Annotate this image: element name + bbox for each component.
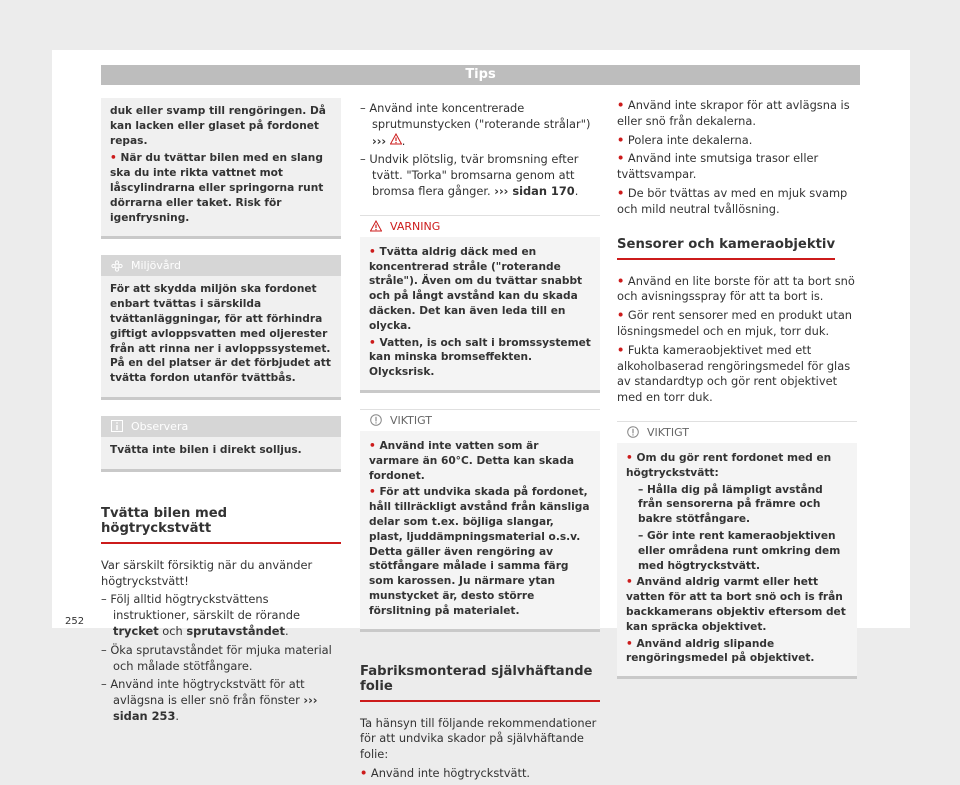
list-item: – Undvik plötslig, tvär bromsning efter tvätt. "Torka" bromsarna genom att bromsa flera gånger. ››› sidan 170. <box>360 152 579 198</box>
column-3 <box>617 98 857 695</box>
important-subitem: – Gör inte rent kameraobjektiven eller områdena runt omkring dem med högtryckstvätt. <box>638 529 841 572</box>
list-item: • Använd inte skrapor för att avlägsna is eller snö från dekalerna. <box>617 98 850 128</box>
warning-label: VARNING <box>390 219 441 233</box>
important-item: • Använd inte vatten som är varmare än 60°C. Detta kan skada fordonet. <box>369 439 575 482</box>
important-label: VIKTIGT <box>647 425 689 439</box>
list-item: – Använd inte högtryckstvätt för att avlägsna is eller snö från fönster ››› sidan 253. <box>101 677 318 723</box>
environment-box <box>101 255 341 400</box>
list-item: • Fukta kameraobjektivet med ett alkoholbaserad rengöringsmedel för glas av standardtyp och gör rent objektivet med en torr duk. <box>617 342 851 405</box>
box-line: • När du tvättar bilen med en slang ska du inte rikta vattnet mot låscylindrarna eller springorna runt dörrarna eller taket. Risk för igenfrysning. <box>110 152 324 224</box>
list-item: • De bör tvättas av med en mjuk svamp och mild neutral tvållösning. <box>617 185 848 216</box>
list-item: • Gör rent sensorer med en produkt utan lösningsmedel och en mjuk, torr duk. <box>617 308 853 338</box>
section-heading: Fabriksmonterad självhäftande folie <box>360 664 600 702</box>
exclamation-circle-icon <box>370 414 382 426</box>
info-icon <box>111 420 123 432</box>
warning-triangle-icon <box>390 133 402 145</box>
list-item: – Följ alltid högtryckstvättens instruktioner, särskilt de rörande trycket och sprutavståndet. <box>101 592 300 638</box>
important-item: • Om du gör rent fordonet med en högtryckstvätt: <box>626 451 832 479</box>
list-item: • Använd inte smutsiga trasor eller tvättsvampar. <box>617 151 819 182</box>
section-heading: Tvätta bilen med högtryckstvätt <box>101 506 341 544</box>
reference-link[interactable]: ››› <box>372 133 387 148</box>
page-header: Tips <box>101 65 860 85</box>
note-box <box>101 416 341 472</box>
flower-icon <box>111 260 123 272</box>
continued-note-box <box>101 98 341 239</box>
page-number: 252 <box>65 616 85 627</box>
list-item: – Öka sprutavståndet för mjuka material och målade stötfångare. <box>101 642 332 673</box>
important-box <box>360 409 600 632</box>
intro-text: Var särskilt försiktig när du använder högtryckstvätt! <box>101 557 313 588</box>
page-reference-link[interactable]: ››› sidan 253 <box>113 693 318 723</box>
bullet-icon: • <box>110 152 117 165</box>
box-line: duk eller svamp till rengöringen. Då kan lacken eller glaset på fordonet repas. <box>110 105 326 147</box>
exclamation-circle-icon <box>627 426 639 438</box>
warning-item: • Vatten, is och salt i bromssystemet kan minska bromseffekten. Olycksrisk. <box>369 336 591 379</box>
warning-item: • Tvätta aldrig däck med en koncentrerad stråle ("roterande stråle"). Även om du tvättar snabbt och på långt avstånd kan du skada däcken. Det kan även leda till en olycka. <box>369 245 583 332</box>
warning-triangle-icon <box>370 220 382 232</box>
intro-text: Ta hänsyn till följande rekommendationer för att undvika skador på självhäftande folie: <box>360 715 597 762</box>
list-item: • Använd en lite borste för att ta bort snö och avisningsspray för att ta bort is. <box>617 273 855 304</box>
important-box <box>617 421 857 679</box>
column-2 <box>360 98 600 785</box>
list-item: • Polera inte dekalerna. <box>617 132 753 147</box>
column-1 <box>101 98 341 728</box>
environment-text: För att skydda miljön ska fordonet enbart tvättas i särskilda tvättanläggningar, för att förhindra giftigt avloppsvatten med oljerester från att rinna ner i avloppssystemet. På en del platser är det förbjudet att tvätta fordon utanför tvättbås. <box>110 283 331 385</box>
environment-label: Miljövård <box>131 259 181 273</box>
warning-box <box>360 215 600 393</box>
note-label: Observera <box>131 419 189 433</box>
section-heading: Sensorer och kameraobjektiv <box>617 237 835 260</box>
important-subitem: – Hålla dig på lämpligt avstånd från sensorerna på främre och bakre stötfångare. <box>638 483 823 526</box>
note-text: Tvätta inte bilen i direkt solljus. <box>110 443 302 456</box>
page-reference-link[interactable]: ››› sidan 170 <box>494 183 575 198</box>
list-item: – Använd inte koncentrerade sprutmunstycken ("roterande strålar") ››› . <box>360 101 591 148</box>
important-item: • För att undvika skada på fordonet, håll tillräckligt avstånd från känsliga delar som t.ex. böjliga slangar, plast, ljuddämpningsmaterial o.s.v. Detta gäller även rengöring av stötfångare målade i samma färg som karossen. Ju närmare ytan munstycket är, desto större förslitning på materialet. <box>369 486 590 617</box>
list-item: • Använd inte högtryckstvätt. <box>360 765 531 780</box>
important-label: VIKTIGT <box>390 413 432 427</box>
important-item: • Använd aldrig varmt eller hett vatten för att ta bort snö och is från backkamerans objektiv eftersom det kan spräcka objektivet. <box>626 576 846 633</box>
important-item: • Använd aldrig slipande rengöringsmedel på objektivet. <box>626 637 815 665</box>
